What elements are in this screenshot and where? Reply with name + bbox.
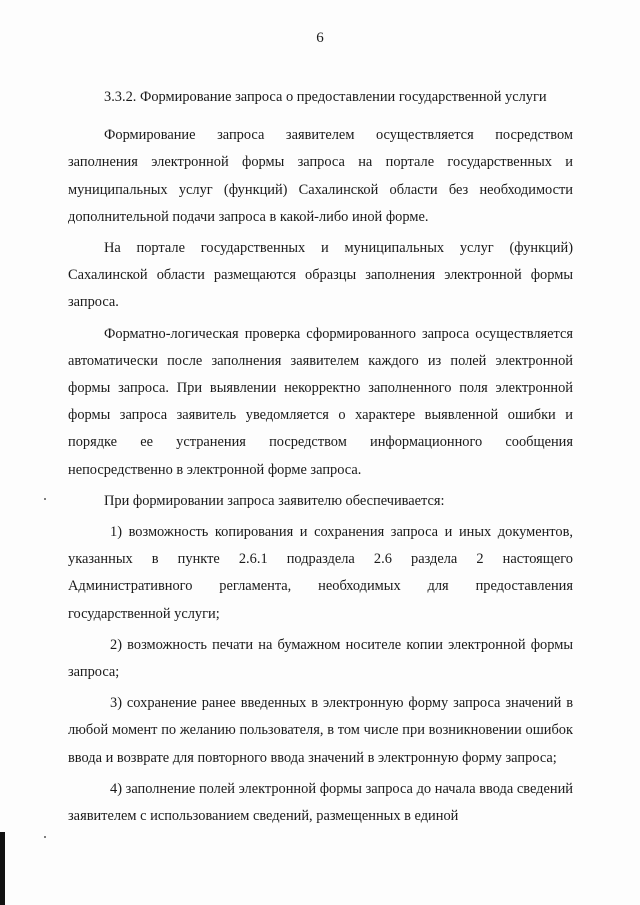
scan-binding-mark	[0, 832, 5, 905]
list-item: 4) заполнение полей электронной формы запроса до начала ввода сведений заявителем с использованием сведений, размещенных в единой	[68, 780, 573, 825]
paragraph: При формировании запроса заявителю обеспечивается:	[104, 492, 445, 509]
paragraph: Форматно-логическая проверка сформированного запроса осуществляется автоматически после заполнения заявителем каждого из полей электронной формы запроса. При выявлении некорректно заполненного поля электронной формы запроса заявитель уведомляется о характере выявленной ошибки и порядке ее устранения посредством информационного сообщения непосредственно в электронной форме запроса.	[68, 325, 573, 478]
scan-speck	[44, 836, 46, 838]
page-number: 6	[316, 30, 324, 46]
scan-speck	[44, 498, 46, 500]
document-body	[68, 84, 573, 834]
list-item: 3) сохранение ранее введенных в электронную форму запроса значений в любой момент по желанию пользователя, в том числе при возникновении ошибок ввода и возврате для повторного ввода значений в электронную форму запроса;	[68, 695, 573, 766]
paragraph: Формирование запроса заявителем осуществляется посредством заполнения электронной формы запроса на портале государственных и муниципальных услуг (функций) Сахалинской области без необходимости дополнительной подачи запроса в какой-либо иной форме.	[68, 127, 573, 225]
section-heading: 3.3.2. Формирование запроса о предоставлении государственной услуги	[104, 89, 547, 105]
paragraph: На портале государственных и муниципальных услуг (функций) Сахалинской области размещаются образцы заполнения электронной формы запроса.	[68, 240, 573, 311]
list-item: 2) возможность печати на бумажном носителе копии электронной формы запроса;	[68, 636, 573, 681]
list-item: 1) возможность копирования и сохранения запроса и иных документов, указанных в пункте 2.6.1 подраздела 2.6 раздела 2 настоящего Административного регламента, необходимых для предоставления государственной услуги;	[68, 524, 573, 622]
